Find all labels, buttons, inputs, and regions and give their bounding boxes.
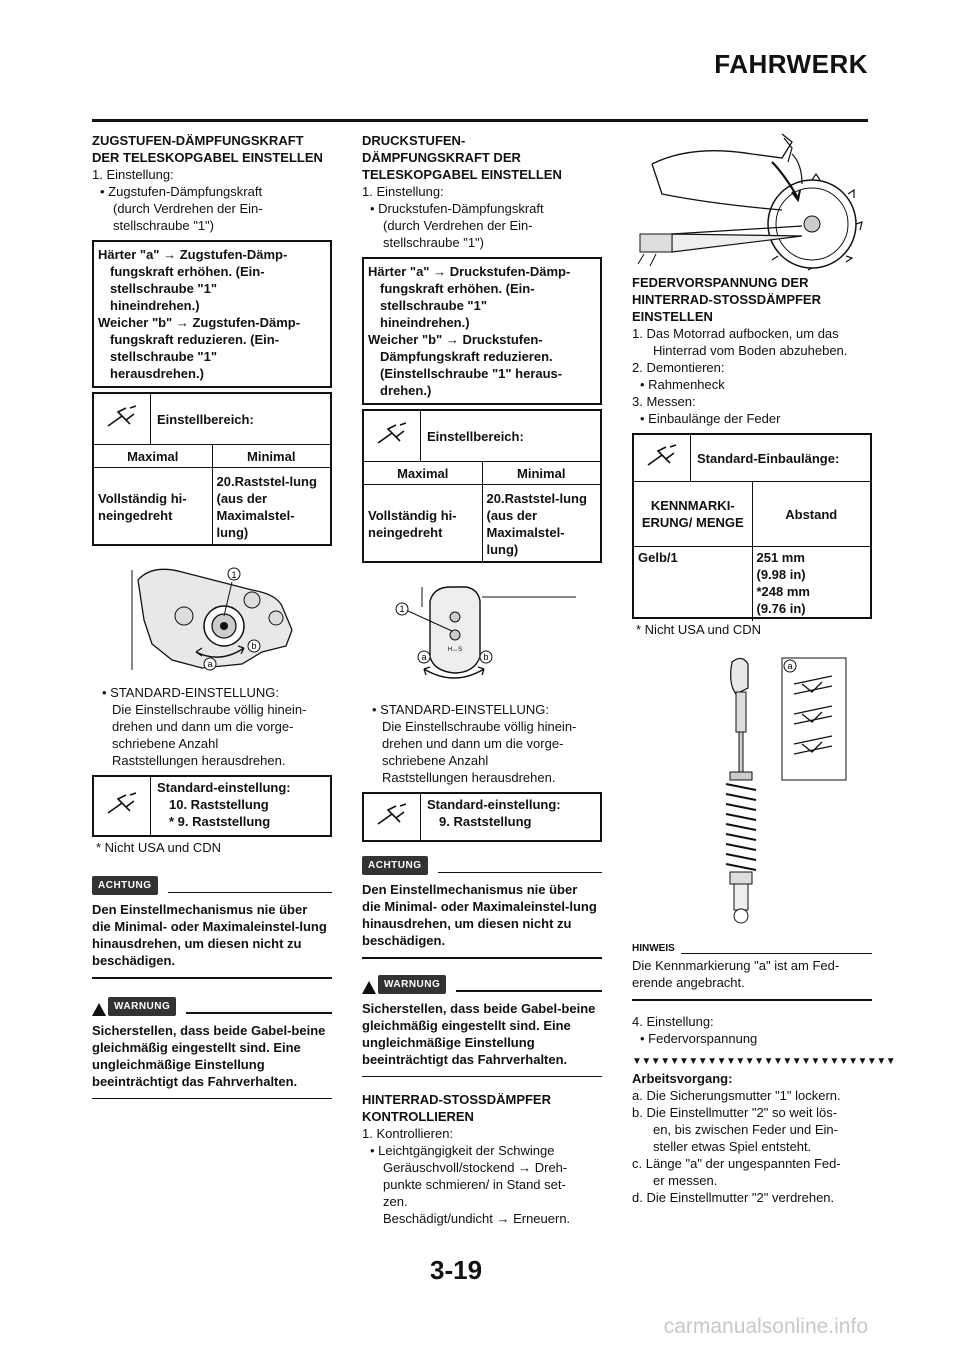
warning-triangle-icon bbox=[92, 1003, 106, 1016]
bullet-text: • Federvorspannung bbox=[640, 1030, 758, 1046]
step-text: Hinterrad vom Boden abzuheben. bbox=[653, 343, 848, 358]
procedure-step: a. Die Sicherungsmutter "1" lockern. bbox=[632, 1087, 841, 1103]
std-text: Die Einstellschraube völlig hinein- bbox=[112, 702, 307, 717]
bullet-text: stellschraube "1") bbox=[383, 235, 484, 250]
caution-badge: ACHTUNG bbox=[362, 856, 428, 875]
bullet-text: • Druckstufen-Dämpfungskraft bbox=[370, 201, 544, 216]
caution-end-rule bbox=[92, 977, 332, 979]
note-line: fungskraft erhöhen. (Ein- bbox=[380, 281, 535, 296]
warning-rule bbox=[456, 990, 602, 992]
note-line: Weicher "b" → Zugstufen-Dämp- bbox=[98, 315, 301, 330]
figure-callout: a bbox=[207, 659, 213, 669]
step-text: 2. Demontieren: bbox=[632, 360, 725, 375]
procedure-title: Arbeitsvorgang: bbox=[632, 1070, 733, 1086]
table-header: KENNMARKI-ERUNG/ MENGE bbox=[634, 482, 752, 547]
caution-badge: ACHTUNG bbox=[92, 876, 158, 895]
step-text: 4. Einstellung: bbox=[632, 1013, 714, 1029]
distance-value: (9.98 in) bbox=[756, 567, 806, 582]
caution-end-rule bbox=[362, 957, 602, 959]
note-line: Dämpfungskraft reduzieren. bbox=[380, 349, 553, 364]
shock-absorber-figure bbox=[632, 654, 872, 924]
section-heading: HINTERRAD-STOSSDÄMPFER KONTROLLIEREN bbox=[362, 1092, 551, 1124]
wrench-icon bbox=[364, 794, 421, 840]
std-text: schriebene Anzahl bbox=[112, 736, 219, 751]
std-text: drehen und dann um die vorge- bbox=[382, 736, 564, 751]
distance-value: (9.76 in) bbox=[756, 601, 806, 616]
note-line: herausdrehen.) bbox=[110, 366, 204, 381]
warning-end-rule bbox=[362, 1076, 602, 1078]
note-line: Weicher "b" → Druckstufen- bbox=[368, 332, 543, 347]
range-label: Einstellbereich: bbox=[427, 428, 524, 444]
table-cell: 20.Raststel-lung (aus der Maximalstel-lung) bbox=[212, 468, 330, 547]
column-spring-preload bbox=[632, 134, 896, 1206]
warning-text: Sicherstellen, dass beide Gabel-beine gleichmäßig eingestellt sind. Eine ungleichmäßige Einstellung beeinträchtigt das Fahrverhalten. bbox=[362, 1000, 596, 1067]
page-title: FAHRWERK bbox=[714, 49, 868, 79]
hinweis-text: Die Kennmarkierung "a" ist am Fed-erende angebracht. bbox=[632, 958, 840, 990]
rear-frame-figure bbox=[632, 134, 872, 270]
caution-text: Den Einstellmechanismus nie über die Minimal- oder Maximaleinstel-lung hinausdrehen, um diesen nicht zu beschädigen. bbox=[362, 882, 597, 948]
table-cell: 20.Raststel-lung (aus der Maximalstel-lung) bbox=[482, 485, 600, 564]
bullet-text: • Einbaulänge der Feder bbox=[640, 411, 781, 426]
std-text: Raststellungen herausdrehen. bbox=[382, 770, 556, 785]
warning-badge: WARNUNG bbox=[108, 997, 176, 1016]
caution-rule bbox=[168, 892, 333, 894]
std-box-title: Standard-einstellung: bbox=[427, 797, 561, 812]
warning-triangle-icon bbox=[362, 981, 376, 994]
column-rebound-damping bbox=[92, 132, 332, 1099]
std-box-value: 10. Raststellung bbox=[169, 797, 269, 812]
note-line: Härter "a" → Zugstufen-Dämp- bbox=[98, 247, 288, 262]
table-cell bbox=[752, 547, 870, 622]
bullet-text: • Leichtgängigkeit der Schwinge bbox=[370, 1143, 555, 1158]
bullet-text: (durch Verdrehen der Ein- bbox=[383, 218, 533, 233]
step-text: 1. Einstellung: bbox=[92, 167, 174, 182]
note-line: stellschraube "1" bbox=[110, 349, 217, 364]
bullet-text: Beschädigt/undicht → Erneuern. bbox=[383, 1211, 571, 1226]
warning-text: Sicherstellen, dass beide Gabel-beine gleichmäßig eingestellt sind. Eine ungleichmäßige Einstellung beeinträchtigt das Fahrverhalten. bbox=[92, 1022, 326, 1089]
std-box-value: * 9. Raststellung bbox=[169, 814, 271, 829]
section-heading: ZUGSTUFEN-DÄMPFUNGSKRAFT DER TELESKOPGABEL EINSTELLEN bbox=[92, 133, 323, 165]
footnote: * Nicht USA und CDN bbox=[636, 622, 761, 637]
figure-callout: b bbox=[251, 641, 257, 651]
table-header: Minimal bbox=[482, 462, 600, 485]
bullet-text: • Zugstufen-Dämpfungskraft bbox=[100, 184, 263, 199]
figure-callout: a bbox=[787, 661, 793, 671]
procedure-step: c. Länge "a" der ungespannten Fed- bbox=[632, 1155, 841, 1171]
procedure-divider: ▼▼▼▼▼▼▼▼▼▼▼▼▼▼▼▼▼▼▼▼▼▼▼▼▼▼▼▼ bbox=[632, 1055, 896, 1067]
section-heading: DRUCKSTUFEN-DÄMPFUNGSKRAFT DER TELESKOPGABEL EINSTELLEN bbox=[362, 133, 562, 182]
figure-callout: 1 bbox=[231, 570, 237, 580]
wrench-icon bbox=[94, 777, 151, 835]
step-text: 3. Messen: bbox=[632, 394, 696, 409]
hinweis-rule bbox=[681, 953, 872, 955]
range-label: Einstellbereich: bbox=[157, 411, 254, 427]
table-header: Abstand bbox=[752, 482, 870, 547]
procedure-step: b. Die Einstellmutter "2" so weit lös- bbox=[632, 1104, 838, 1120]
compression-adjuster-figure bbox=[362, 577, 602, 687]
wrench-icon bbox=[94, 394, 151, 444]
step-text: 1. Das Motorrad aufbocken, um das bbox=[632, 326, 839, 341]
procedure-step: en, bis zwischen Feder und Ein- bbox=[653, 1121, 838, 1137]
adjust-note-box bbox=[362, 257, 602, 405]
adjust-note-box bbox=[92, 240, 332, 388]
bullet-text: stellschraube "1") bbox=[113, 218, 214, 233]
bullet-text: Geräuschvoll/stockend → Dreh- bbox=[383, 1160, 568, 1175]
note-line: Härter "a" → Druckstufen-Dämp- bbox=[368, 264, 571, 279]
figure-callout: 1 bbox=[399, 604, 405, 614]
installed-length-spec-box bbox=[632, 433, 872, 619]
spec-title: Standard-Einbaulänge: bbox=[697, 450, 840, 466]
note-line: drehen.) bbox=[380, 383, 432, 398]
caution-rule bbox=[438, 872, 603, 874]
table-header: Maximal bbox=[94, 445, 212, 468]
procedure-step: steller etwas Spiel entsteht. bbox=[653, 1138, 812, 1154]
std-box-title: Standard-einstellung: bbox=[157, 780, 291, 795]
standard-setting-box bbox=[362, 792, 602, 842]
hinweis-label: HINWEIS bbox=[632, 943, 675, 954]
warning-rule bbox=[186, 1012, 332, 1014]
watermark: carmanualsonline.info bbox=[663, 1315, 868, 1338]
distance-value: 251 mm bbox=[756, 550, 805, 565]
bullet-text: punkte schmieren/ in Stand set- bbox=[383, 1177, 566, 1192]
std-text: schriebene Anzahl bbox=[382, 753, 489, 768]
warning-end-rule bbox=[92, 1098, 332, 1100]
section-heading: FEDERVORSPANNUNG DER HINTERRAD-STOSSDÄMPFER EINSTELLEN bbox=[632, 275, 821, 324]
table-cell: Vollständig hi-neingedreht bbox=[364, 485, 482, 564]
note-line: stellschraube "1" bbox=[110, 281, 217, 296]
note-line: (Einstellschraube "1" heraus- bbox=[380, 366, 563, 381]
bullet-text: (durch Verdrehen der Ein- bbox=[113, 201, 263, 216]
range-spec-box bbox=[362, 409, 602, 563]
figure-callout: a bbox=[421, 652, 427, 662]
std-box-value: 9. Raststellung bbox=[439, 814, 532, 829]
note-line: hineindrehen.) bbox=[380, 315, 470, 330]
std-text: Raststellungen herausdrehen. bbox=[112, 753, 286, 768]
note-line: stellschraube "1" bbox=[380, 298, 487, 313]
caution-text: Den Einstellmechanismus nie über die Minimal- oder Maximaleinstel-lung hinausdrehen, um diesen nicht zu beschädigen. bbox=[92, 902, 327, 968]
note-line: fungskraft reduzieren. (Ein- bbox=[110, 332, 280, 347]
procedure-step: d. Die Einstellmutter "2" verdrehen. bbox=[632, 1189, 835, 1205]
page-number: 3-19 bbox=[430, 1255, 483, 1285]
header-divider bbox=[92, 119, 868, 122]
note-line: hineindrehen.) bbox=[110, 298, 200, 313]
column-compression-damping bbox=[362, 132, 602, 1227]
table-header: Maximal bbox=[364, 462, 482, 485]
distance-value: *248 mm bbox=[756, 584, 810, 599]
wrench-icon bbox=[634, 435, 691, 481]
std-text: Die Einstellschraube völlig hinein- bbox=[382, 719, 577, 734]
table-cell: Vollständig hi-neingedreht bbox=[94, 468, 212, 547]
note-line: fungskraft erhöhen. (Ein- bbox=[110, 264, 265, 279]
step-text: 1. Kontrollieren: bbox=[362, 1126, 454, 1141]
svg-text:H↔S: H↔S bbox=[447, 647, 463, 653]
procedure-step: er messen. bbox=[653, 1172, 718, 1188]
std-text: • STANDARD-EINSTELLUNG: bbox=[372, 702, 549, 717]
wrench-icon bbox=[364, 411, 421, 461]
step-text: 1. Einstellung: bbox=[362, 184, 444, 199]
table-cell: Gelb/1 bbox=[634, 547, 752, 622]
bullet-text: • Rahmenheck bbox=[640, 377, 725, 392]
rebound-adjuster-figure bbox=[92, 560, 332, 670]
range-spec-box bbox=[92, 392, 332, 546]
footnote: * Nicht USA und CDN bbox=[96, 840, 221, 855]
warning-badge: WARNUNG bbox=[378, 975, 446, 994]
std-text: • STANDARD-EINSTELLUNG: bbox=[102, 685, 279, 700]
std-text: drehen und dann um die vorge- bbox=[112, 719, 294, 734]
figure-callout: b bbox=[483, 652, 489, 662]
hinweis-end-rule bbox=[632, 999, 872, 1001]
table-header: Minimal bbox=[212, 445, 330, 468]
standard-setting-box bbox=[92, 775, 332, 837]
bullet-text: zen. bbox=[383, 1194, 408, 1209]
